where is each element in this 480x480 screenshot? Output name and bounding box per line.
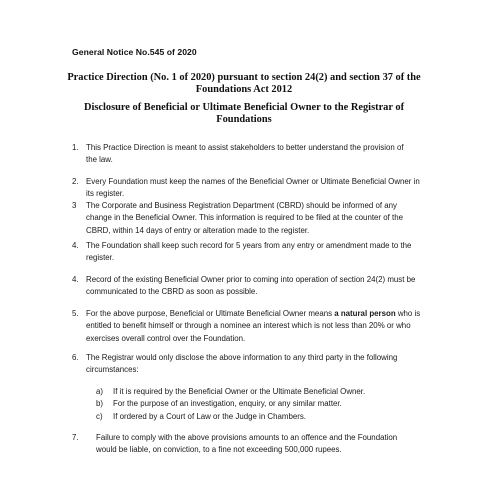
item-text	[86, 240, 426, 265]
item-number: 3	[72, 201, 77, 210]
item-line: The Foundation shall keep such record for 5 years from any entry or amendment made to the	[86, 241, 412, 250]
item-number: 7.	[72, 433, 79, 442]
item-text	[96, 432, 426, 457]
item-line: change in the Beneficial Owner. This information is required to be filed at the counter of the	[86, 213, 403, 223]
heading-line: Foundations Act 2012	[195, 84, 293, 96]
item-text	[86, 142, 426, 167]
item-line: This Practice Direction is meant to assist stakeholders to better understand the provision of	[86, 143, 404, 152]
item-text-segment: For the above purpose, Beneficial or Ultimate Beneficial Owner means	[86, 309, 335, 318]
item-number: 5.	[72, 309, 79, 318]
sub-list	[96, 386, 426, 423]
item-text	[86, 274, 426, 299]
sub-item-letter: b)	[96, 399, 104, 409]
item-line: exercises overall control over the Foundation.	[86, 333, 246, 343]
sub-item-letter: c)	[96, 411, 103, 421]
item-number: 2.	[72, 177, 79, 186]
item-number: 4.	[72, 275, 79, 284]
practice-direction-heading	[60, 72, 428, 96]
item-line: would be liable, on conviction, to a fine not exceeding 500,000 rupees.	[96, 445, 342, 455]
sub-item-letter: a)	[96, 387, 104, 396]
item-line: its register.	[86, 189, 125, 199]
item-number: 1.	[72, 143, 79, 152]
sub-item-text: If ordered by a Court of Law or the Judge in Chambers.	[113, 411, 306, 421]
bold-term: a natural person	[334, 309, 396, 318]
item-text-segment: who is	[395, 309, 421, 318]
item-line: communicated to the CBRD as soon as possible.	[86, 287, 258, 297]
item-line: The Registrar would only disclose the above information to any third party in the following	[86, 353, 398, 362]
item-text	[86, 352, 426, 377]
item-line: Record of the existing Beneficial Owner prior to coming into operation of section 24(2) must be	[86, 275, 416, 284]
sub-list-item	[96, 398, 426, 410]
sub-item-text: If it is required by the Beneficial Owner or the Ultimate Beneficial Owner.	[113, 387, 366, 396]
heading-line: Practice Direction (No. 1 of 2020) pursuant to section 24(2) and section 37 of the	[67, 72, 421, 83]
sub-list-item	[96, 386, 426, 398]
item-text	[86, 200, 426, 237]
item-text	[86, 176, 426, 201]
item-line: register.	[86, 253, 115, 263]
item-number: 4.	[72, 241, 79, 250]
item-line: CBRD, within 14 days of entry or alteration made to the register.	[86, 225, 310, 235]
item-line: the law.	[86, 155, 113, 165]
item-line: Every Foundation must keep the names of the Beneficial Owner or Ultimate Beneficial Owner in	[86, 177, 420, 186]
sub-item-text: For the purpose of an investigation, enquiry, or any similar matter.	[113, 399, 342, 409]
item-line: circumstances:	[86, 365, 139, 375]
item-line	[86, 308, 426, 320]
disclosure-heading: Disclosure of Beneficial or Ultimate Beneficial Owner to the Registrar of Foundations	[83, 102, 405, 126]
item-line: The Corporate and Business Registration Department (CBRD) should be informed of any	[86, 201, 397, 210]
notice-title: General Notice No.545 of 2020	[72, 47, 197, 57]
item-text	[86, 308, 426, 345]
item-number: 6.	[72, 353, 79, 362]
item-line: entitled to benefit himself or through a nominee an interest which is not less than 20% or who	[86, 321, 411, 331]
sub-list-item	[96, 411, 426, 423]
item-line: Failure to comply with the above provisions amounts to an offence and the Foundation	[96, 433, 398, 442]
